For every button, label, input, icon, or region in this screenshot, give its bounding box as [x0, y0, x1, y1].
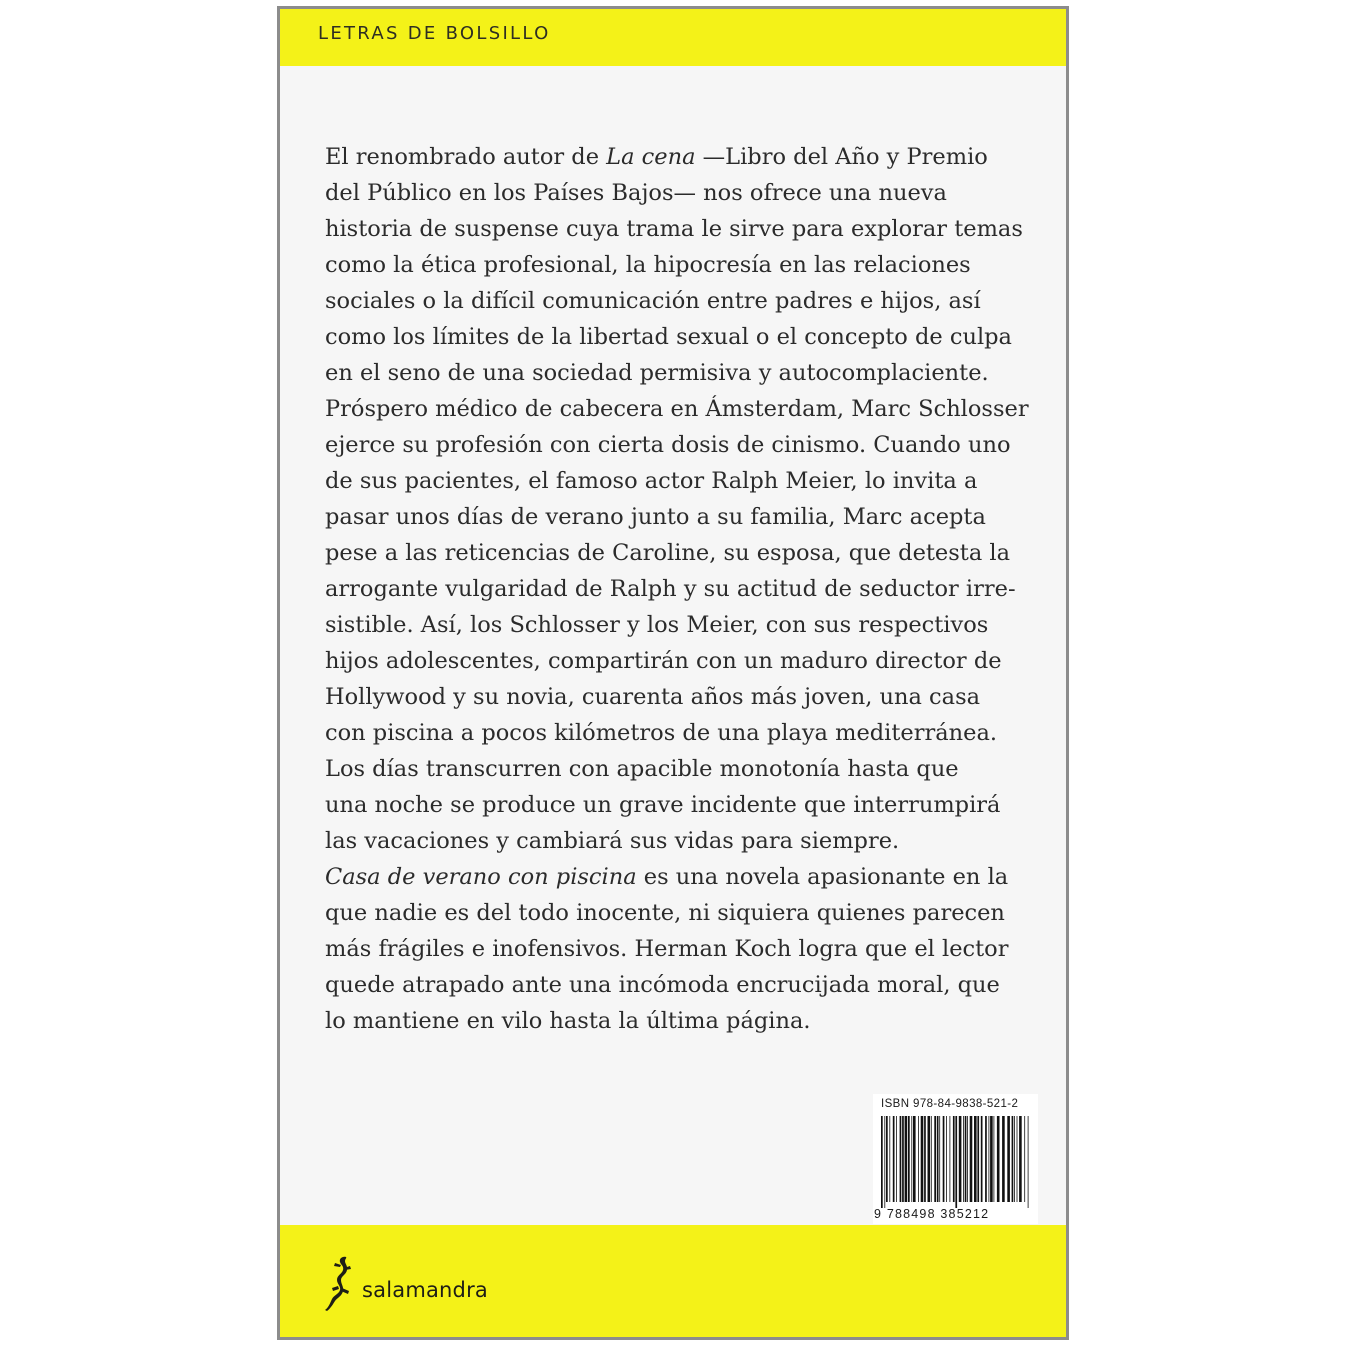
barcode-bar: [1012, 1116, 1014, 1202]
blurb-line: [325, 499, 995, 535]
barcode-bar: [1019, 1116, 1022, 1202]
barcode-bar: [989, 1116, 990, 1202]
barcode-bar: [900, 1116, 902, 1202]
blurb-line: [325, 247, 995, 283]
barcode-bar: [918, 1116, 919, 1202]
blurb-line: [325, 931, 1009, 967]
barcode-bar: [1024, 1116, 1025, 1202]
blurb-segment: El renombrado autor de: [325, 144, 607, 170]
barcode-bar: [911, 1116, 912, 1202]
blurb-line: [325, 535, 1011, 571]
blurb-line: [325, 1003, 995, 1039]
blurb-segment: en el seno de una sociedad permisiva y autocomplaciente.: [325, 360, 989, 386]
blurb-segment: sistible. Así, los Schlosser y los Meier, con sus respectivos: [325, 612, 989, 638]
book-title-italic: La cena: [606, 144, 696, 170]
ean-number: 9 788498 385212: [874, 1207, 990, 1221]
blurb-text: [325, 139, 1029, 1039]
blurb-segment: arrogante vulgaridad de Ralph y su actitud de seductor irre-: [325, 576, 1016, 602]
blurb-segment: como los límites de la libertad sexual o el concepto de culpa: [325, 324, 1012, 350]
barcode-bar: [924, 1116, 926, 1202]
barcode-bar: [963, 1116, 964, 1202]
blurb-segment: pasar unos días de verano junto a su familia, Marc acepta: [325, 504, 986, 530]
barcode-bar: [967, 1116, 968, 1202]
barcode-bar: [931, 1116, 932, 1202]
blurb-line: [325, 391, 1029, 427]
salamander-icon: [322, 1253, 358, 1313]
barcode-bar: [950, 1116, 951, 1202]
blurb-line: [325, 895, 1005, 931]
barcode-bar: [1002, 1116, 1005, 1202]
blurb-line: [325, 319, 1012, 355]
blurb-line: [325, 751, 995, 787]
barcode-bar: [1017, 1116, 1018, 1202]
book-title-italic: Casa de verano con piscina: [325, 864, 637, 890]
barcode-block: [873, 1094, 1038, 1224]
barcode-bar: [946, 1116, 947, 1202]
blurb-segment: de sus pacientes, el famoso actor Ralph Meier, lo invita a: [325, 468, 978, 494]
publisher-name: salamandra: [362, 1278, 488, 1302]
blurb-line: [325, 211, 1023, 247]
barcode-bar: [921, 1116, 924, 1202]
blurb-segment: Los días transcurren con apacible monotonía hasta que: [325, 756, 959, 782]
blurb-line: [325, 967, 1000, 1003]
blurb-line: [325, 175, 995, 211]
blurb-segment: sociales o la difícil comunicación entre padres e hijos, así: [325, 288, 981, 314]
barcode-bar: [959, 1116, 962, 1202]
blurb-line: [325, 355, 995, 391]
blurb-line: [325, 787, 1001, 823]
barcode-bar: [902, 1116, 904, 1202]
barcode-bar: [990, 1116, 993, 1202]
blurb-segment: más frágiles e inofensivos. Herman Koch logra que el lector: [325, 936, 1009, 962]
blurb-line: [325, 715, 998, 751]
barcode-bar: [974, 1116, 977, 1202]
barcode-bar: [905, 1116, 908, 1202]
blurb-segment: —Libro del Año y Premio: [695, 144, 988, 170]
barcode-bar: [955, 1116, 957, 1208]
blurb-line: [325, 283, 995, 319]
barcode-bar: [908, 1116, 910, 1202]
blurb-segment: historia de suspense cuya trama le sirve para explorar temas: [325, 216, 1023, 242]
blurb-line: [325, 427, 1011, 463]
book-back-cover: [277, 6, 1069, 1340]
top-yellow-band: [280, 9, 1066, 66]
barcode-bar: [965, 1116, 967, 1202]
blurb-segment: Próspero médico de cabecera en Ámsterdam, Marc Schlosser: [325, 396, 1029, 422]
barcode-bar: [937, 1116, 939, 1202]
blurb-segment: Hollywood y su novia, cuarenta años más joven, una casa: [325, 684, 981, 710]
barcode-bar: [985, 1116, 987, 1202]
blurb-segment: que nadie es del todo inocente, ni siquiera quienes parecen: [325, 900, 1005, 926]
blurb-line: [325, 859, 1009, 895]
blurb-line: [325, 679, 995, 715]
blurb-segment: lo mantiene en vilo hasta la última página.: [325, 1008, 811, 1034]
barcode-bar: [970, 1116, 973, 1202]
blurb-segment: quede atrapado ante una incómoda encrucijada moral, que: [325, 972, 1000, 998]
blurb-line: [325, 823, 995, 859]
blurb-line: [325, 607, 995, 643]
blurb-segment: hijos adolescentes, compartirán con un maduro director de: [325, 648, 1002, 674]
blurb-segment: las vacaciones y cambiará sus vidas para siempre.: [325, 828, 900, 854]
series-title: LETRAS DE BOLSILLO: [318, 23, 551, 44]
bottom-yellow-band: [280, 1225, 1066, 1337]
barcode-bar: [997, 1116, 1000, 1202]
barcode-bar: [1007, 1116, 1010, 1202]
barcode-bar: [928, 1116, 931, 1202]
blurb-segment: una noche se produce un grave incidente que interrumpirá: [325, 792, 1001, 818]
blurb-segment: pese a las reticencias de Caroline, su esposa, que detesta la: [325, 540, 1011, 566]
blurb-line: [325, 643, 1002, 679]
blurb-segment: ejerce su profesión con cierta dosis de cinismo. Cuando uno: [325, 432, 1011, 458]
barcode-bar: [884, 1116, 885, 1208]
barcode-bar: [977, 1116, 979, 1202]
barcode-bar: [981, 1116, 983, 1202]
barcode-bar: [889, 1116, 890, 1202]
barcode-bar: [1028, 1116, 1029, 1208]
barcode-bar: [886, 1116, 888, 1202]
barcode-bar: [1014, 1116, 1015, 1202]
publisher-logo: [322, 1253, 488, 1313]
blurb-line: [325, 463, 995, 499]
barcode-bar: [881, 1116, 883, 1208]
blurb-line: [325, 139, 995, 175]
barcode-bar: [934, 1116, 936, 1202]
blurb-segment: como la ética profesional, la hipocresía en las relaciones: [325, 252, 971, 278]
blurb-line: [325, 571, 1016, 607]
blurb-segment: es una novela apasionante en la: [636, 864, 1009, 890]
blurb-segment: del Público en los Países Bajos— nos ofrece una nueva: [325, 180, 947, 206]
barcode-bar: [943, 1116, 945, 1202]
barcode-bar: [893, 1116, 895, 1202]
barcode-bar: [913, 1116, 916, 1202]
barcode-bar: [994, 1116, 995, 1202]
barcode-bar: [896, 1116, 897, 1202]
barcode-bar: [939, 1116, 940, 1202]
barcode-icon: [881, 1116, 1030, 1208]
isbn-label: ISBN 978-84-9838-521-2: [881, 1098, 1019, 1110]
blurb-segment: con piscina a pocos kilómetros de una playa mediterránea.: [325, 720, 998, 746]
barcode-bar: [953, 1116, 955, 1202]
